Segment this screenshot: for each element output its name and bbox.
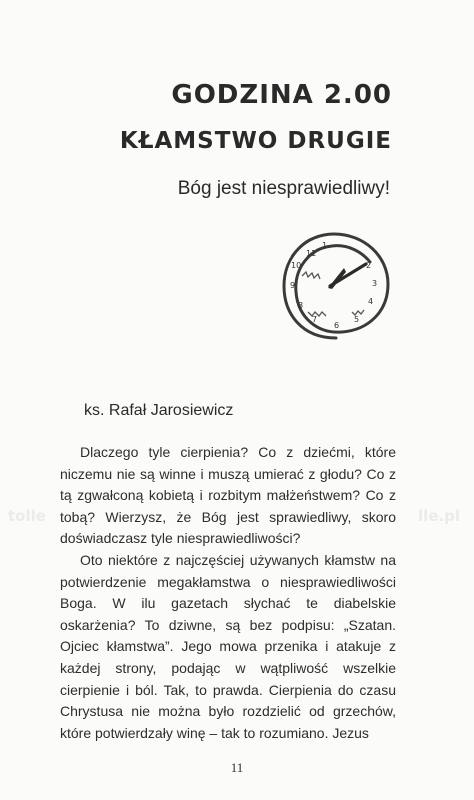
clock-numeral-10: 10 [291,261,302,270]
body-text [60,442,396,744]
clock-numeral-11: 11 [306,249,317,258]
chapter-tagline: Bóg jest niesprawiedliwy! [177,178,390,199]
chapter-title: GODZINA 2.00 [171,80,392,110]
clock-numeral-6: 6 [334,321,340,330]
paragraph: Dlaczego tyle cierpienia? Co z dziećmi, które niczemu nie są winne i muszą umierać z głodu? Co z tą zgwałconą kobietą i rozbitym małżeństwem? Co z tobą? Wierzysz, że Bóg jest sprawiedliwy, skoro doświadczasz tyle niesprawiedliwości? [60,444,396,547]
chapter-subtitle: KŁAMSTWO DRUGIE [119,128,392,154]
watermark-left: tolle [8,507,46,525]
clock-numeral-2: 2 [366,261,372,270]
clock-numeral-4: 4 [368,297,374,306]
author-name: ks. Rafał Jarosiewicz [84,402,234,419]
clock-numeral-3: 3 [372,279,378,288]
clock-numeral-5: 5 [354,315,360,324]
clock-numeral-1: 1 [322,241,328,250]
clock-numeral-8: 8 [298,301,304,310]
clock-icon [278,226,396,344]
clock-numeral-7: 7 [312,315,318,324]
paragraph: Oto niektóre z najczęściej używanych kłamstw na potwierdzenie megakłamstwa o niesprawiedliwości Boga. W ilu gazetach słychać te diabelskie oskarżenia? To dziwne, są bez podpisu: „Szatan. Ojciec kłamstwa”. Jego mowa przenika i atakuje z każdej strony, podając w wątpliwość wszelkie cierpienie i ból. Tak, to prawda. Cierpienia do czasu Chrystusa nie można było rozdzielić od grzechów, które potwierdzały winę – tak to rozumiano. Jezus [60,551,396,741]
watermark-right: lle.pl [418,507,461,525]
clock-numeral-9: 9 [290,281,296,290]
page-number: 11 [230,760,244,775]
